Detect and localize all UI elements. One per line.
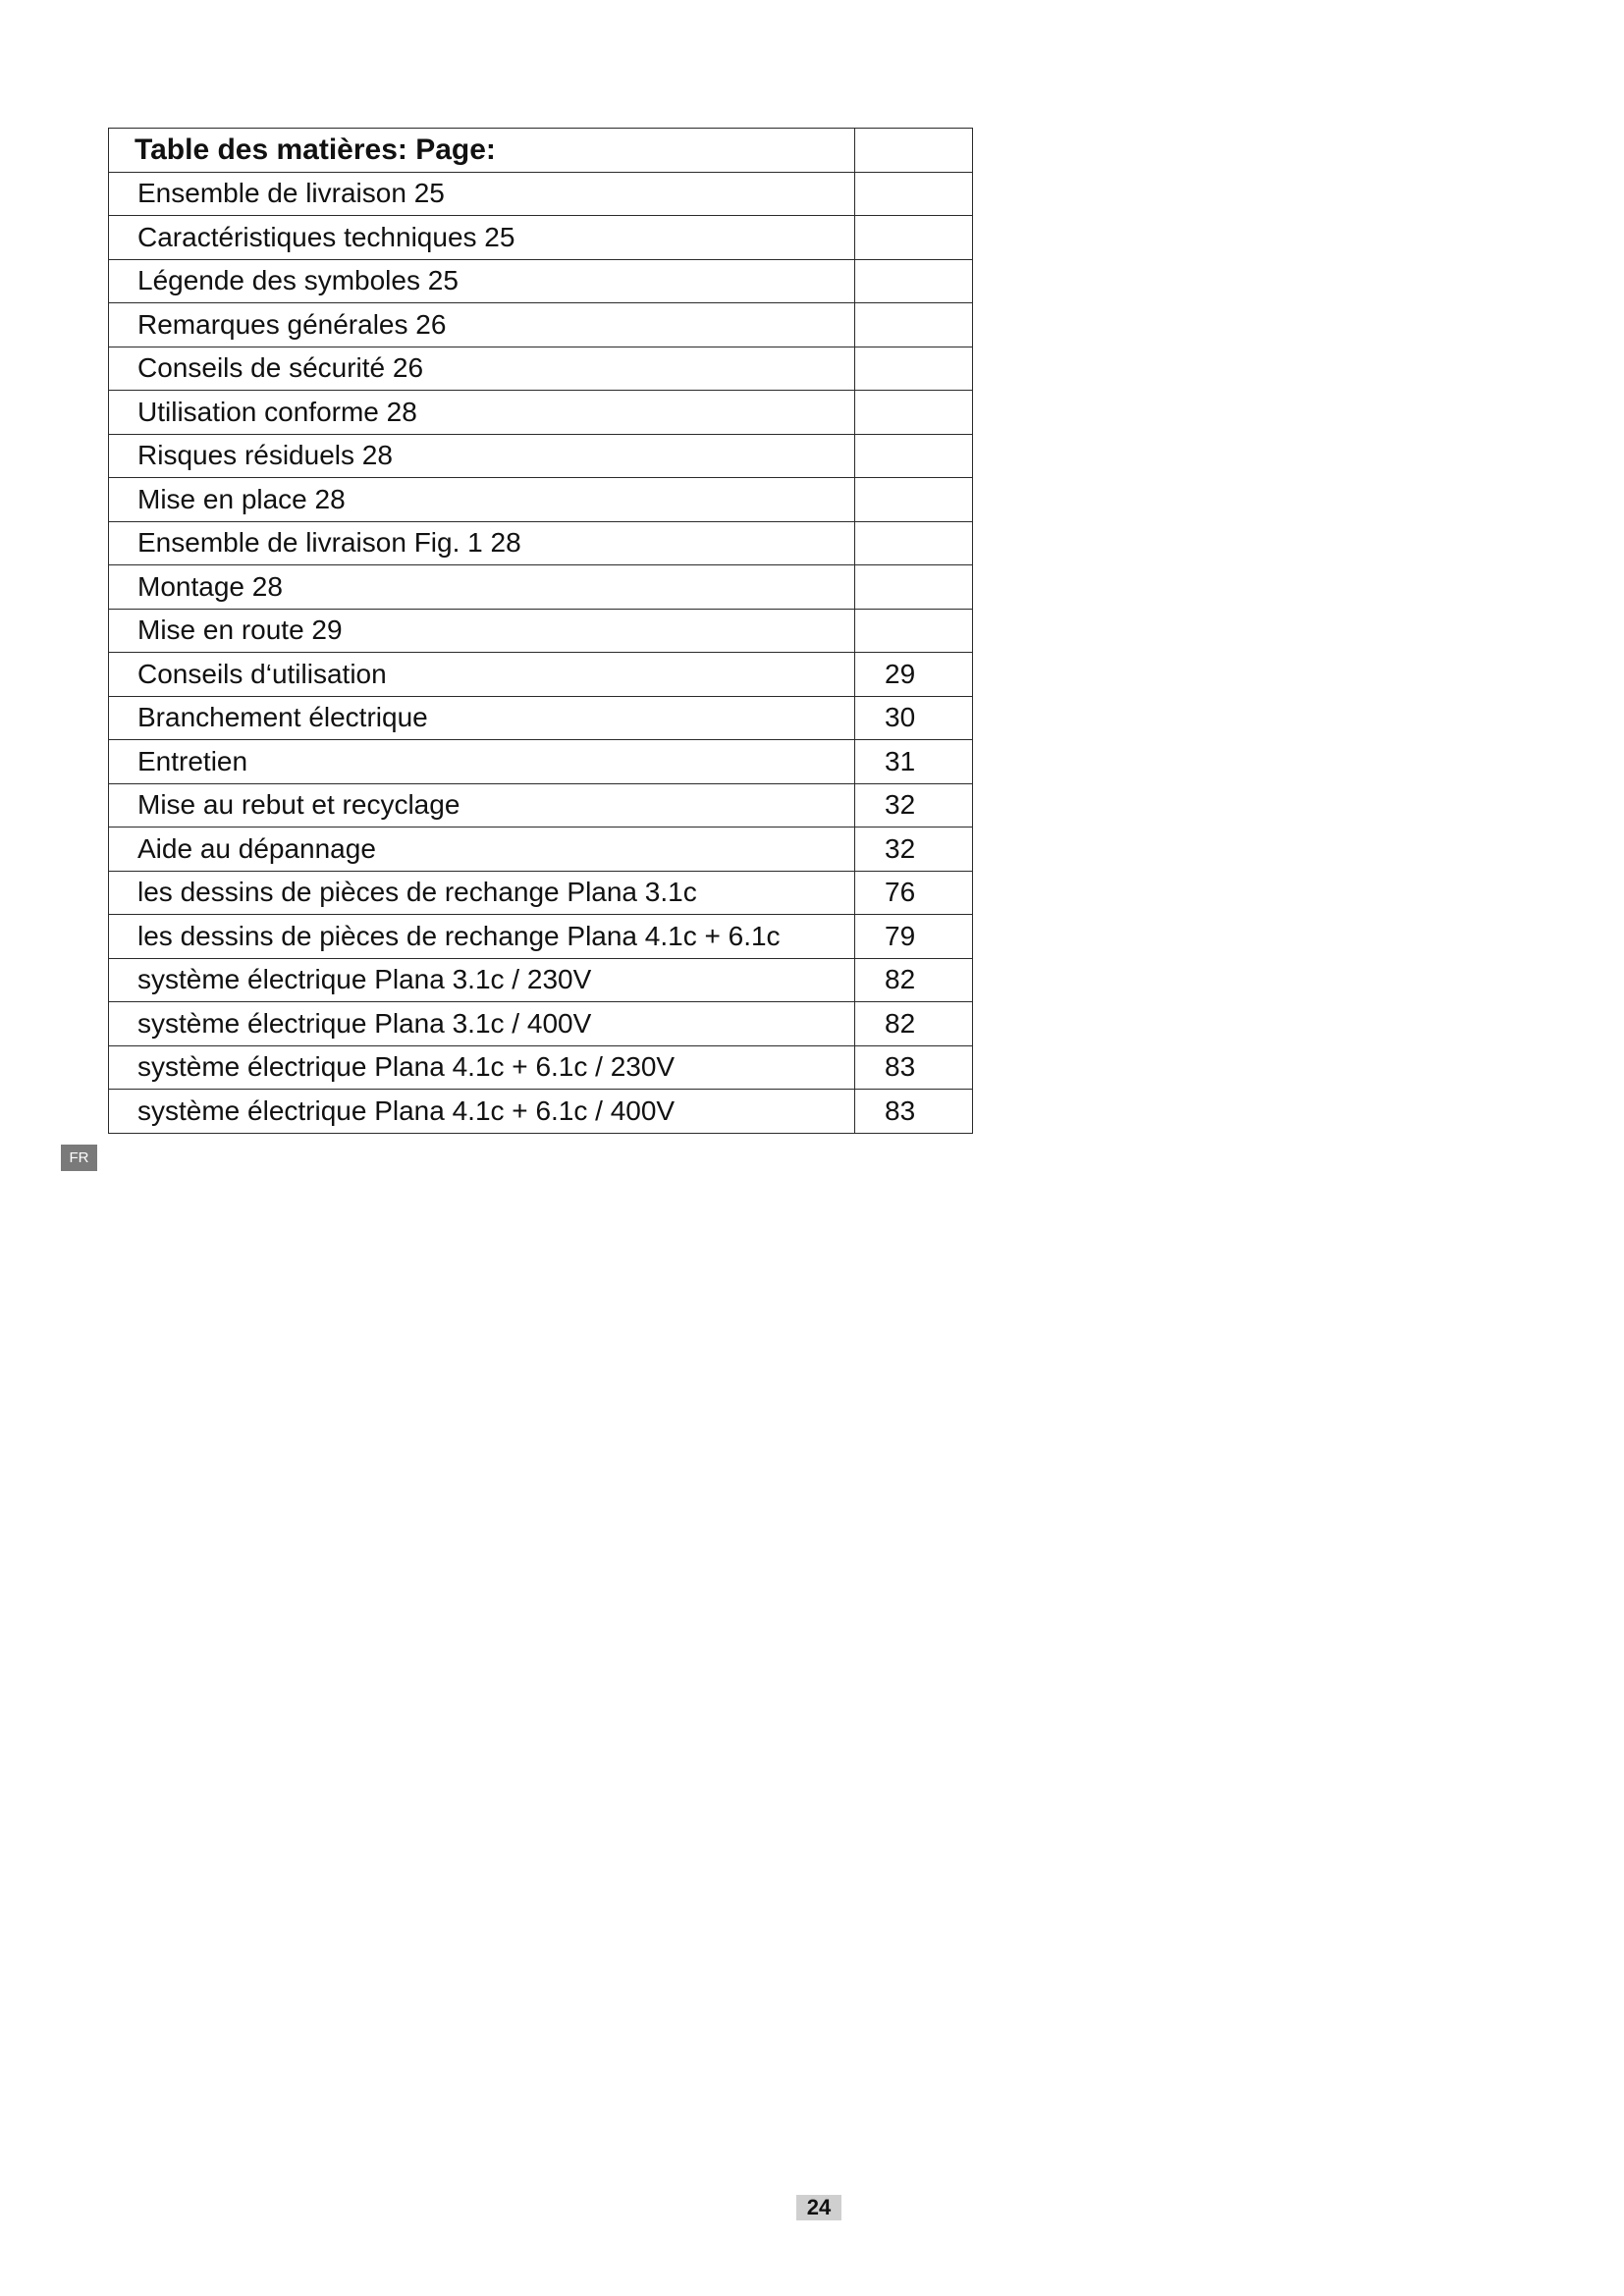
toc-entry-title: Montage 28 <box>109 565 855 610</box>
toc-entry-page <box>855 609 973 653</box>
toc-entry-title: les dessins de pièces de rechange Plana 3.1c <box>109 871 855 915</box>
page-number: 24 <box>796 2195 841 2220</box>
toc-heading: Table des matières: Page: <box>109 129 855 173</box>
toc-row <box>109 216 973 260</box>
toc-entry-title: Risques résiduels 28 <box>109 434 855 478</box>
toc-row <box>109 259 973 303</box>
toc-entry-title: Entretien <box>109 740 855 784</box>
toc-entry-page: 29 <box>855 653 973 697</box>
toc-entry-title: Mise au rebut et recyclage <box>109 783 855 828</box>
toc-entry-page: 31 <box>855 740 973 784</box>
toc-row <box>109 1045 973 1090</box>
toc-entry-page <box>855 565 973 610</box>
table-of-contents <box>108 128 973 1134</box>
toc-entry-page <box>855 216 973 260</box>
toc-entry-page: 32 <box>855 828 973 872</box>
toc-row <box>109 871 973 915</box>
toc-row <box>109 609 973 653</box>
toc-entry-title: Utilisation conforme 28 <box>109 391 855 435</box>
toc-entry-title: Remarques générales 26 <box>109 303 855 347</box>
toc-entry-page: 83 <box>855 1090 973 1134</box>
toc-entry-title: Ensemble de livraison 25 <box>109 172 855 216</box>
toc-entry-title: Ensemble de livraison Fig. 1 28 <box>109 521 855 565</box>
toc-entry-page: 30 <box>855 696 973 740</box>
toc-entry-title: système électrique Plana 4.1c + 6.1c / 230V <box>109 1045 855 1090</box>
toc-row <box>109 653 973 697</box>
toc-entry-page: 79 <box>855 915 973 959</box>
toc-row <box>109 783 973 828</box>
toc-row <box>109 434 973 478</box>
toc-entry-page <box>855 172 973 216</box>
toc-heading-row <box>109 129 973 173</box>
toc-row <box>109 915 973 959</box>
toc-entry-title: Légende des symboles 25 <box>109 259 855 303</box>
toc-row <box>109 521 973 565</box>
toc-entry-page: 82 <box>855 958 973 1002</box>
toc-row <box>109 828 973 872</box>
toc-row <box>109 1090 973 1134</box>
toc-entry-title: système électrique Plana 3.1c / 230V <box>109 958 855 1002</box>
toc-entry-title: Mise en place 28 <box>109 478 855 522</box>
toc-entry-page <box>855 434 973 478</box>
toc-entry-title: Caractéristiques techniques 25 <box>109 216 855 260</box>
toc-entry-page <box>855 303 973 347</box>
toc-entry-title: Conseils de sécurité 26 <box>109 347 855 391</box>
toc-row <box>109 1002 973 1046</box>
toc-entry-page <box>855 347 973 391</box>
toc-row <box>109 740 973 784</box>
toc-row <box>109 565 973 610</box>
toc-entry-title: Aide au dépannage <box>109 828 855 872</box>
toc-entry-title: système électrique Plana 3.1c / 400V <box>109 1002 855 1046</box>
toc-row <box>109 958 973 1002</box>
toc-row <box>109 696 973 740</box>
toc-entry-page: 82 <box>855 1002 973 1046</box>
toc-row <box>109 478 973 522</box>
toc-entry-page <box>855 521 973 565</box>
toc-row <box>109 391 973 435</box>
toc-entry-title: Mise en route 29 <box>109 609 855 653</box>
toc-heading-page-cell <box>855 129 973 173</box>
toc-entry-page: 76 <box>855 871 973 915</box>
toc-entry-page <box>855 478 973 522</box>
language-badge: FR <box>61 1145 97 1171</box>
toc-entry-page <box>855 259 973 303</box>
toc-entry-title: Branchement électrique <box>109 696 855 740</box>
toc-row <box>109 172 973 216</box>
toc-entry-title: les dessins de pièces de rechange Plana 4.1c + 6.1c <box>109 915 855 959</box>
toc-row <box>109 303 973 347</box>
toc-entry-page: 83 <box>855 1045 973 1090</box>
toc-entry-page: 32 <box>855 783 973 828</box>
toc-entry-title: Conseils d‘utilisation <box>109 653 855 697</box>
toc-entry-page <box>855 391 973 435</box>
toc-entry-title: système électrique Plana 4.1c + 6.1c / 400V <box>109 1090 855 1134</box>
toc-row <box>109 347 973 391</box>
